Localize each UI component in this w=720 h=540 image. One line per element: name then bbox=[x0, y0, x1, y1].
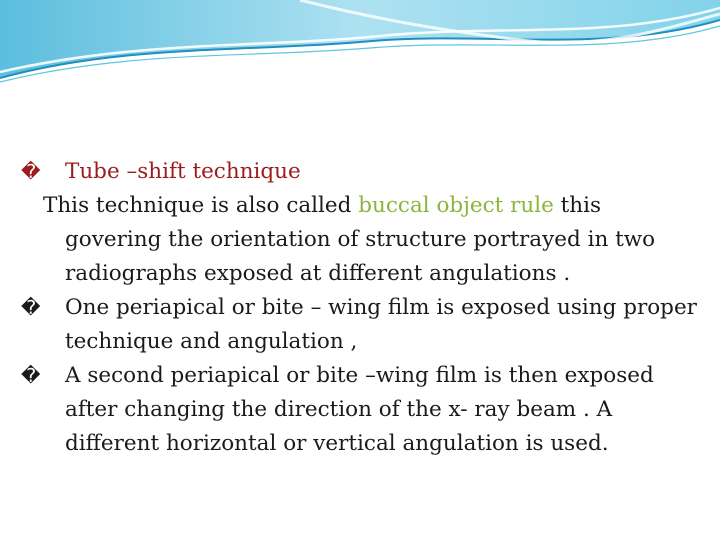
slide-body bbox=[21, 155, 703, 461]
title-bullet-icon: � bbox=[21, 161, 41, 183]
slide-title: Tube –shift technique bbox=[65, 159, 301, 184]
intro-paragraph bbox=[43, 189, 703, 291]
intro-highlight: buccal object rule bbox=[358, 193, 554, 218]
bullet-icon: � bbox=[21, 365, 41, 387]
bullet-item-2 bbox=[21, 359, 703, 461]
bullet-icon: � bbox=[21, 297, 41, 319]
intro-lead: This technique is also called bbox=[43, 193, 359, 218]
intro-rest: this govering the orientation of structure portrayed in two radiographs exposed at different angulations . bbox=[65, 193, 656, 286]
bullet-item-1 bbox=[21, 291, 703, 359]
bullet-text: A second periapical or bite –wing film is then exposed after changing the direction of the x- ray beam . A different horizontal or vertical angulation is used. bbox=[65, 363, 654, 456]
bullet-text: One periapical or bite – wing film is exposed using proper technique and angulation , bbox=[65, 295, 697, 354]
header-wave-decoration bbox=[0, 0, 720, 110]
slide-title-line bbox=[21, 155, 703, 189]
